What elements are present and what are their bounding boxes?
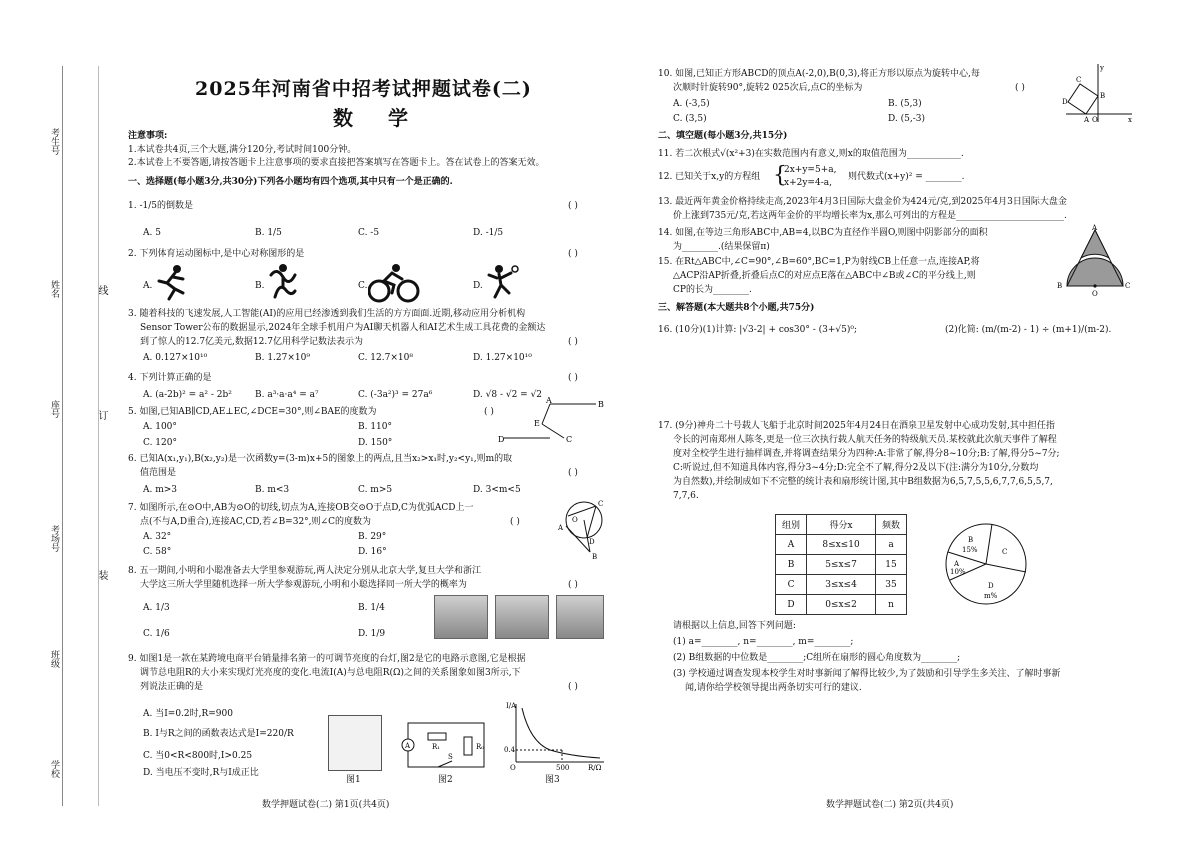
q14-label-b: B — [1057, 282, 1063, 290]
q7-label-a: A — [558, 524, 564, 532]
q17-sub-3-line-2: 闻,请你给学校领导提出两条切实可行的建议. — [685, 683, 862, 693]
pie-label-c: C — [1002, 548, 1008, 556]
q10-figure — [1062, 60, 1136, 124]
label-school: 学校 — [49, 760, 59, 778]
q17-sub-3-line-1: (3) 学校通过调查发现本校学生对时事新闻了解得比较少,为了鼓励和引导学生多关注、了解时事新 — [673, 669, 1061, 679]
mark-ding: 订 — [96, 410, 107, 420]
table-cell: 0≤x≤2 — [807, 595, 876, 615]
q10-option-d: D. (5,-3) — [888, 114, 925, 124]
q6-bracket: ( ) — [568, 468, 578, 478]
note-2: 2.本试卷上不要答题,请按答题卡上注意事项的要求直接把答案填写在答题卡上。答在试卷上的答案无效。 — [128, 158, 545, 168]
q5-label-e: E — [534, 419, 540, 428]
table-cell: D — [776, 595, 807, 615]
q9-graph-origin: O — [510, 764, 516, 772]
label-seat: 座号 — [49, 400, 59, 418]
label-class: 班级 — [49, 650, 59, 668]
q7-line-1: 7. 如图所示,在⊙O中,AB为⊙O的切线,切点为A,连接OB交⊙O于点D,C为优弧ACD上一 — [128, 503, 474, 513]
q10-label-b: B — [1100, 92, 1106, 100]
q5-option-b: B. 110° — [358, 422, 393, 432]
q3-option-a: A. 0.127×10¹⁰ — [143, 353, 208, 363]
q8-option-b: B. 1/4 — [358, 603, 385, 613]
q7-label-c: C — [598, 500, 604, 508]
q2-option-a: A. — [143, 281, 153, 291]
q12-brace: { — [773, 163, 787, 188]
q9-bracket: ( ) — [568, 682, 578, 692]
q10-option-b: B. (5,3) — [888, 99, 922, 109]
table-row — [776, 535, 907, 555]
q8-photo-university-1 — [434, 595, 488, 639]
table-cell: 3≤x≤4 — [807, 575, 876, 595]
q17-pie-chart — [940, 518, 1032, 610]
q10-label-d: D — [1062, 98, 1068, 106]
q10-label-x: x — [1128, 116, 1132, 124]
table-header-score: 得分x — [807, 515, 876, 535]
q12-pre: 12. 已知关于x,y的方程组 — [658, 172, 761, 182]
q9-line-2: 调节总电阻R的大小来实现灯光亮度的变化.电流I(A)与总电阻R(Ω)之间的关系图象如图3所示,下 — [140, 668, 521, 678]
notes-heading: 注意事项: — [128, 131, 168, 141]
q3-line-2: Sensor Tower公布的数据显示,2024年全球手机用户为AI聊天机器人和AI艺术生成工具花费的金额达 — [140, 323, 546, 333]
section-3-heading: 三、解答题(本大题共8个小题,共75分) — [658, 303, 815, 313]
footer-page-1: 数学押题试卷(二) 第1页(共4页) — [262, 800, 390, 810]
q13-line-1: 13. 最近两年黄金价格持续走高,2023年4月3日国际大盘金价为424元/克,到2025年4月3日国际大盘金 — [658, 197, 1067, 207]
table-cell: a — [876, 535, 907, 555]
q8-option-d: D. 1/9 — [358, 629, 386, 639]
q10-bracket: ( ) — [1015, 83, 1025, 93]
q10-line-1: 10. 如图,已知正方形ABCD的顶点A(-2,0),B(0,3),将正方形以原点为旋转中心,每 — [658, 69, 980, 79]
q6-option-a: A. m>3 — [143, 485, 178, 495]
q17-line-4: C:听说过,但不知道具体内容,得分3~4分;D:完全不了解,得分2及以下(注:满分为10分,分数均 — [673, 463, 1039, 473]
q9-option-b: B. I与R之间的函数表达式是I=220/R — [143, 729, 294, 739]
q5-bracket: ( ) — [484, 407, 494, 417]
q2-stem: 2. 下列体育运动图标中,是中心对称图形的是 — [128, 249, 305, 259]
mark-xian: 线 — [96, 285, 107, 295]
q5-label-d: D — [498, 435, 505, 444]
q9-graph-x-label: R/Ω — [588, 764, 602, 772]
q9-graph-figure — [504, 700, 608, 772]
q10-label-a: A — [1084, 116, 1090, 124]
q12-eq1: 2x+y=5+a, — [784, 165, 837, 175]
binding-line-outer — [62, 66, 63, 806]
pie-label-d-pct: m% — [984, 592, 998, 600]
q5-label-b: B — [598, 400, 604, 409]
table-cell: A — [776, 535, 807, 555]
q9-graph-tick-x: 500 — [556, 764, 570, 772]
q14-label-c: C — [1125, 282, 1131, 290]
q9-lamp-photo — [328, 715, 382, 771]
table-cell: 15 — [876, 555, 907, 575]
q1-option-b: B. 1/5 — [255, 228, 282, 238]
label-exam-room: 考场号 — [49, 525, 59, 552]
q5-option-d: D. 150° — [358, 438, 393, 448]
q4-option-b: B. a³·a·a⁴ = a⁷ — [255, 390, 319, 400]
q15-line-1: 15. 在Rt△ABC中,∠C=90°,∠B=60°,BC=1,P为射线CB上任意一点,连接AP,将 — [658, 257, 980, 267]
q1-bracket: ( ) — [568, 201, 578, 211]
q7-option-d: D. 16° — [358, 547, 387, 557]
q15-line-2: △ACP沿AP折叠,折叠后点C的对应点E落在△ABC中∠B或∠C的平分线上,则 — [673, 271, 976, 281]
q15-line-3: CP的长为________. — [673, 285, 752, 295]
section-2-heading: 二、填空题(每小题3分,共15分) — [658, 131, 788, 141]
q3-line-3: 到了惊人的12.7亿美元,数据12.7亿用科学记数法表示为 — [140, 337, 363, 347]
q10-label-o: O — [1092, 116, 1098, 124]
q5-label-c: C — [566, 435, 573, 444]
q2-option-d: D. — [473, 281, 483, 291]
label-name: 姓名 — [49, 280, 59, 298]
q9-ammeter-label: A — [405, 742, 411, 750]
q3-option-d: D. 1.27×10¹⁰ — [473, 353, 532, 363]
mark-zhuang: 装 — [96, 570, 107, 580]
table-header-row — [776, 515, 907, 535]
q7-label-d: D — [589, 538, 595, 546]
q6-line-2: 值范围是 — [140, 468, 177, 478]
q17-frequency-table — [775, 514, 907, 615]
q5-option-a: A. 100° — [143, 422, 177, 432]
q8-photo-university-2 — [495, 595, 549, 639]
label-candidate-number: 考生号 — [49, 128, 59, 155]
q8-bracket: ( ) — [568, 580, 578, 590]
exam-subject: 数 学 — [333, 106, 422, 130]
q7-option-c: C. 58° — [143, 547, 172, 557]
table-row — [776, 595, 907, 615]
q1-stem: 1. -1/5的倒数是 — [128, 201, 193, 211]
q11-text: 11. 若二次根式√(x²+3)在实数范围内有意义,则x的取值范围为____________. — [658, 149, 964, 159]
q7-label-o: O — [572, 516, 578, 524]
q8-option-c: C. 1/6 — [143, 629, 170, 639]
footer-page-2: 数学押题试卷(二) 第2页(共4页) — [826, 800, 954, 810]
q10-option-a: A. (-3,5) — [673, 99, 710, 109]
q7-option-b: B. 29° — [358, 532, 387, 542]
section-1-heading: 一、选择题(每小题3分,共30分)下列各小题均有四个选项,其中只有一个是正确的. — [128, 177, 453, 187]
q17-line-6: 7,7,6. — [673, 491, 699, 501]
q6-option-c: C. m>5 — [358, 485, 393, 495]
q8-option-a: A. 1/3 — [143, 603, 170, 613]
pie-label-d: D — [988, 582, 994, 590]
q3-option-c: C. 12.7×10⁸ — [358, 353, 413, 363]
q4-option-c: C. (-3a²)³ = 27a⁶ — [358, 390, 433, 400]
q7-option-a: A. 32° — [143, 532, 172, 542]
q7-label-b: B — [592, 553, 598, 561]
q7-figure — [556, 494, 606, 562]
q9-r1-label: R₁ — [432, 743, 441, 751]
q4-bracket: ( ) — [568, 373, 578, 383]
sport-icon-d — [485, 263, 521, 301]
q1-option-a: A. 5 — [143, 228, 161, 238]
q4-option-d: D. √8 - √2 = √2 — [473, 390, 543, 400]
table-row — [776, 555, 907, 575]
q9-fig1-caption: 图1 — [346, 775, 361, 785]
q9-line-3: 列说法正确的是 — [140, 682, 204, 692]
q12-eq2: x+2y=4-a, — [784, 178, 832, 188]
q7-bracket: ( ) — [510, 517, 520, 527]
q3-line-1: 3. 随着科技的飞速发展,人工智能(AI)的应用已经渗透到我们生活的方方面面.近期,移动应用分析机构 — [128, 309, 526, 319]
table-cell: 5≤x≤7 — [807, 555, 876, 575]
q14-label-a: A — [1092, 224, 1098, 232]
q10-label-y: y — [1100, 64, 1104, 72]
q9-r0-label: R₀ — [476, 743, 485, 751]
q9-option-d: D. 当电压不变时,R与I成正比 — [143, 768, 259, 778]
q2-option-c: C. — [358, 281, 368, 291]
binding-line-inner — [98, 66, 99, 806]
table-cell: n — [876, 595, 907, 615]
q6-option-d: D. 3<m<5 — [473, 485, 521, 495]
q17-line-5: 为自然数),并绘制成如下不完整的统计表和扇形统计图,其中B组数据为6,5,7,5,5,6,7,7,6,5,5,7, — [673, 477, 1053, 487]
q9-option-a: A. 当I=0.2时,R=900 — [143, 709, 233, 719]
q10-label-c: C — [1076, 76, 1082, 84]
q2-bracket: ( ) — [568, 249, 578, 259]
q4-stem: 4. 下列计算正确的是 — [128, 373, 212, 383]
q17-line-3: 度对全校学生进行抽样调查,并将调查结果分为四种:A:非常了解,得分8~10分;B:了解,得分5~7分; — [673, 449, 1060, 459]
q5-figure — [494, 396, 606, 446]
q10-option-c: C. (3,5) — [673, 114, 707, 124]
q12-post: 则代数式(x+y)² = ________. — [848, 172, 965, 182]
q5-label-a: A — [546, 396, 552, 405]
q8-photo-university-3 — [556, 595, 604, 639]
q9-switch-label: S — [448, 753, 453, 761]
q6-line-1: 6. 已知A(x₁,y₁),B(x₂,y₂)是一次函数y=(3-m)x+5的图象上的两点,且当x₂>x₁时,y₂<y₁,则m的取 — [128, 454, 513, 464]
sport-icon-b — [265, 263, 301, 301]
q6-option-b: B. m<3 — [255, 485, 290, 495]
table-cell: 8≤x≤10 — [807, 535, 876, 555]
pie-label-a-pct: 10% — [950, 568, 966, 576]
q9-graph-tick-y: 0.4 — [504, 746, 516, 754]
q14-line-1: 14. 如图,在等边三角形ABC中,AB=4,以BC为直径作半圆O,则图中阴影部分的面积 — [658, 228, 988, 238]
q17-line-2: 令长的河南郑州人陈冬,更是一位三次执行载人航天任务的特级航天员.某校就此次航天事件了解程 — [673, 435, 1057, 445]
q14-figure — [1055, 224, 1135, 298]
note-1: 1.本试卷共4页,三个大题,满分120分,考试时间100分钟。 — [128, 145, 357, 155]
q17-sub-1: (1) a=________, n=________, m=________; — [673, 637, 854, 647]
q17-line-1: 17. (9分)神舟二十号载人飞船于北京时间2025年4月24日在酒泉卫星发射中心成功发射,其中担任指 — [658, 421, 1055, 431]
table-cell: 35 — [876, 575, 907, 595]
q1-option-c: C. -5 — [358, 228, 380, 238]
table-row — [776, 575, 907, 595]
q3-option-b: B. 1.27×10⁹ — [255, 353, 310, 363]
q13-line-2: 价上涨到735元/克,若这两年金价的平均增长率为x,那么可列出的方程是________________________. — [673, 211, 1067, 221]
q5-option-c: C. 120° — [143, 438, 177, 448]
q8-line-2: 大学这三所大学里随机选择一所大学参观游玩,小明和小聪选择同一所大学的概率为 — [140, 580, 467, 590]
table-cell: C — [776, 575, 807, 595]
q14-label-o: O — [1092, 290, 1098, 298]
sport-icon-c-cycling — [368, 263, 420, 303]
pie-label-b: B — [968, 536, 974, 544]
q4-option-a: A. (a-2b)² = a² - 2b² — [143, 390, 232, 400]
q10-line-2: 次顺时针旋转90°,旋转2 025次后,点C的坐标为 — [673, 83, 863, 93]
q16-part-2: (2)化简: (m/(m-2) - 1) ÷ (m+1)/(m-2). — [945, 325, 1112, 335]
q8-line-1: 8. 五一期间,小明和小聪准备去大学里参观游玩,两人決定分别从北京大学,复旦大学和浙江 — [128, 566, 482, 576]
q17-sub-2: (2) B组数据的中位数是________;C组所在扇形的圆心角度数为________; — [673, 653, 961, 663]
exam-title: 2025年河南省中招考试押题试卷(二) — [195, 78, 532, 100]
sport-icon-a — [155, 263, 189, 301]
q1-option-d: D. -1/5 — [473, 228, 504, 238]
pie-label-a: A — [954, 560, 960, 568]
q9-fig3-caption: 图3 — [545, 775, 560, 785]
table-header-group: 组别 — [776, 515, 807, 535]
table-cell: B — [776, 555, 807, 575]
q16-part-1: 16. (10分)(1)计算: |√3-2| + cos30° - (3+√5)⁰; — [658, 325, 858, 335]
q14-line-2: 为________.(结果保留π) — [673, 242, 770, 252]
table-header-frequency: 频数 — [876, 515, 907, 535]
q9-fig2-caption: 图2 — [438, 775, 453, 785]
q3-bracket: ( ) — [568, 337, 578, 347]
q9-circuit-figure — [396, 715, 496, 771]
q5-stem: 5. 如图,已知AB∥CD,AE⊥EC,∠DCE=30°,则∠BAE的度数为 — [128, 407, 377, 417]
q17-prompt: 请根据以上信息,回答下列问题: — [673, 621, 796, 631]
q9-graph-y-label: I/A — [506, 702, 517, 710]
q9-line-1: 9. 如图1是一款在某跨境电商平台销量排名第一的可调节亮度的台灯,图2是它的电路示意图,它是根据 — [128, 654, 526, 664]
q9-option-c: C. 当0<R<800时,I>0.25 — [143, 751, 253, 761]
pie-label-b-pct: 15% — [962, 546, 978, 554]
q7-line-2: 点(不与A,D重合),连接AC,CD,若∠B=32°,则∠C的度数为 — [140, 517, 371, 527]
q2-option-b: B. — [255, 281, 265, 291]
